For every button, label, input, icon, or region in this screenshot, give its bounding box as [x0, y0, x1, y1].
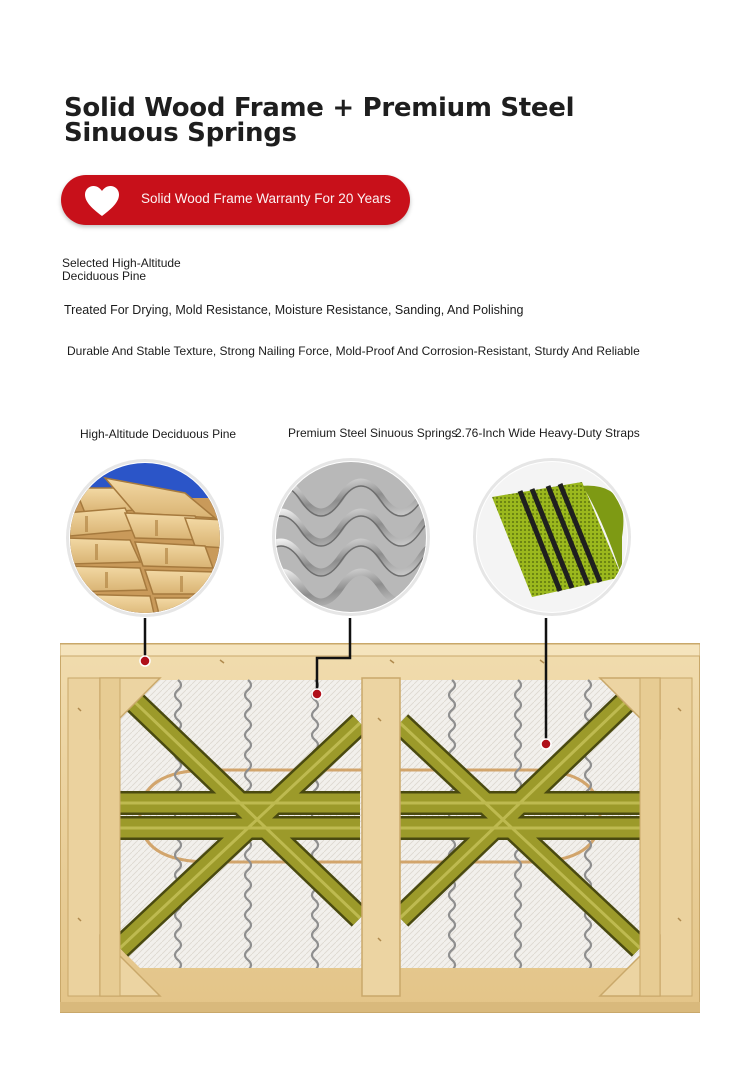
heart-icon	[84, 185, 120, 217]
feature-durability: Durable And Stable Texture, Strong Nailing Force, Mold-Proof And Corrosion-Resistant, Sturdy And Reliable	[67, 344, 640, 358]
feature-treatment: Treated For Drying, Mold Resistance, Moisture Resistance, Sanding, And Polishing	[64, 303, 524, 317]
strap-roll-image	[472, 457, 632, 617]
warranty-banner	[61, 175, 410, 225]
page-title: Solid Wood Frame + Premium Steel Sinuous Springs	[64, 93, 575, 148]
component-label-straps: 2.76-Inch Wide Heavy-Duty Straps	[455, 426, 640, 440]
pine-lumber-image	[65, 458, 225, 618]
component-label-pine: High-Altitude Deciduous Pine	[80, 427, 237, 441]
sofa-frame-diagram	[60, 618, 700, 1014]
warranty-text: Solid Wood Frame Warranty For 20 Years	[141, 191, 391, 206]
feature-pine: Selected High-Altitude Deciduous Pine	[62, 256, 181, 283]
component-label-springs: Premium Steel Sinuous Springs	[288, 426, 458, 440]
steel-springs-image	[271, 457, 431, 617]
